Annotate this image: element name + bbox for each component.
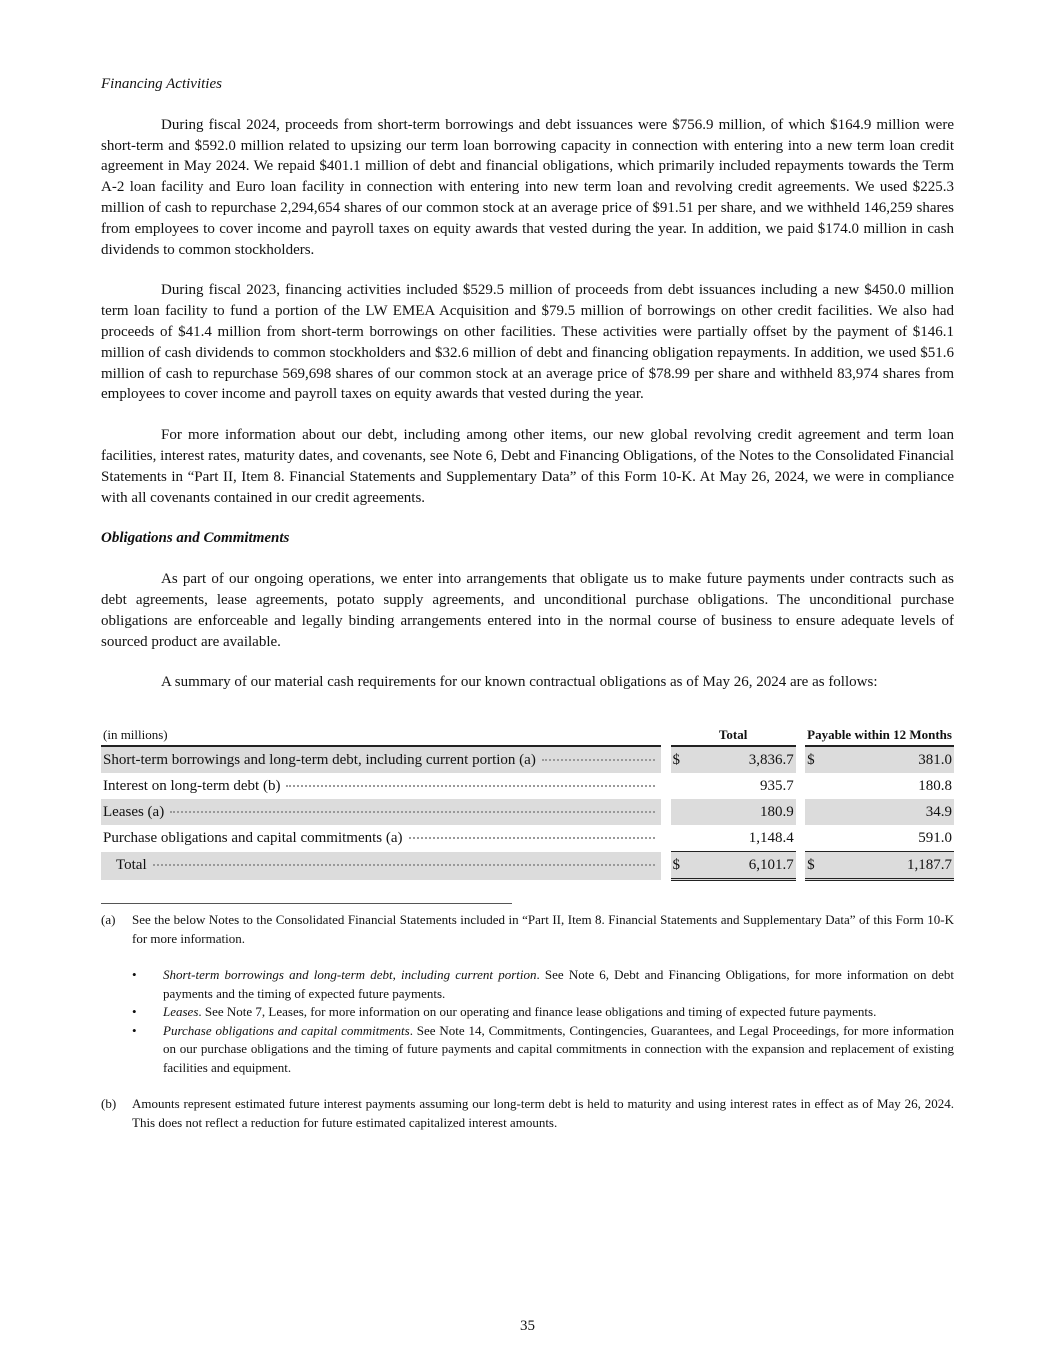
spacer: [661, 717, 670, 746]
table-total-row: [101, 852, 954, 880]
bullet-item: • Short-term borrowings and long-term debt, including current portion. See Note 6, Debt and Financing Obligations, for more information on debt payments and the timing of expected future payments.: [132, 967, 954, 1001]
dot-leader: [153, 864, 655, 866]
section-heading: Financing Activities: [101, 76, 222, 92]
bullet-term: Leases: [163, 1004, 199, 1020]
dot-leader: [170, 811, 655, 813]
row-label: Total: [116, 857, 147, 874]
currency: [805, 799, 825, 825]
unit-label: (in millions): [101, 717, 661, 746]
page-number: 35: [520, 1318, 535, 1334]
total-value: 180.9: [688, 799, 796, 825]
within12-value: 591.0: [918, 829, 952, 846]
row-label-cell: [101, 746, 661, 773]
document-body: [101, 74, 954, 1132]
within12-value: 34.9: [825, 799, 954, 825]
table-header: [101, 717, 954, 746]
footnote-text: See the below Notes to the Consolidated Financial Statements included in “Part II, Item 8. Financial Statements and Supplementary Data” of this Form 10-K for more information.: [132, 912, 954, 946]
row-label: Interest on long-term debt (b): [103, 777, 281, 794]
total-value: 1,148.4: [748, 829, 794, 846]
footnote-text: Amounts represent estimated future interest payments assuming our long-term debt is held to maturity and using interest rates in effect as of May 26, 2024. This does not reflect a reduction for future estimated capitalized interest amounts.: [132, 1096, 954, 1130]
row-label-cell: [101, 799, 661, 825]
currency: [805, 825, 825, 852]
paragraph: During fiscal 2023, financing activities included $529.5 million of proceeds from debt issuances including a new $450.0 million term loan facility to fund a portion of the LW EMEA Acquisition and $79.5 million of borrowings on other credit facilities. We also had proceeds of $41.4 million from short-term borrowings on other facilities. These activities were partially offset by the payment of $146.1 million of cash dividends to common stockholders and $32.6 million of debt and financing obligation repayments. In addition, we used $51.6 million of cash to repurchase 569,698 shares of our common stock at an average price of $78.99 per share and withheld 83,974 shares from employees to cover income and payroll taxes on equity awards that vested during the year.: [101, 282, 954, 403]
row-label-cell: [101, 773, 661, 799]
within12-value: 381.0: [825, 746, 954, 773]
bullet-term: Short-term borrowings and long-term debt, including current portion: [163, 967, 537, 983]
column-within-12-months: Payable within 12 Months: [805, 717, 954, 746]
currency: [671, 799, 688, 825]
dot-leader: [409, 837, 656, 839]
currency: $: [671, 852, 688, 880]
currency: $: [805, 746, 825, 773]
footnote-key: (b): [101, 1096, 117, 1112]
bullet-text: . See Note 7, Leases, for more information on our operating and finance lease obligations and timing of expected future payments.: [198, 1004, 877, 1020]
bullet-text: . See Note 6, Debt and Financing Obligations, for more information on debt payments and the timing of expected future payments.: [163, 967, 954, 1001]
currency: [671, 825, 688, 852]
currency: [805, 773, 825, 799]
footnote-key: (a): [101, 912, 116, 928]
dot-leader: [542, 759, 655, 761]
total-value: 6,101.7: [688, 852, 796, 880]
currency: $: [805, 852, 825, 880]
table-row: [101, 773, 954, 799]
footnote-divider: [101, 903, 512, 904]
within12-value: 1,187.7: [825, 852, 954, 880]
table-row: [101, 746, 954, 773]
paragraph: For more information about our debt, including among other items, our new global revolving credit agreement and term loan facilities, interest rates, maturity dates, and covenants, see Note 6, Debt and Financing Obligations, of the Notes to the Consolidated Financial Statements in “Part II, Item 8. Financial Statements and Supplementary Data” of this Form 10-K. At May 26, 2024, we were in compliance with all covenants contained in our credit agreements.: [101, 427, 954, 506]
obligations-table: [101, 717, 954, 881]
column-total: Total: [671, 717, 796, 746]
paragraph: During fiscal 2024, proceeds from short-term borrowings and debt issuances were $756.9 million, of which $164.9 million were short-term and $592.0 million related to upsizing our term loan borrowing capacity in connection with entering into a new term loan credit agreement in May 2024. We repaid $401.1 million of debt and financial obligations, which primarily included repayments towards the Term A-2 loan facility and Euro loan facility in connection with entering into new term loan and revolving credit agreements. We used $225.3 million of cash to repurchase 2,294,654 shares of our common stock at an average price of $91.51 per share, and we withheld 146,259 shares from employees to cover income and payroll taxes on equity awards that vested during the year. In addition, we paid $174.0 million in cash dividends to common stockholders.: [101, 116, 954, 258]
table-row: [101, 799, 954, 825]
row-label: Short-term borrowings and long-term debt, including current portion (a): [103, 751, 536, 768]
total-value: 3,836.7: [688, 746, 796, 773]
bullet-item: • Leases. See Note 7, Leases, for more information on our operating and finance lease obligations and timing of expected future payments.: [132, 1004, 877, 1020]
currency: $: [671, 746, 688, 773]
row-label: Purchase obligations and capital commitments (a): [103, 829, 403, 846]
section-heading: Obligations and Commitments: [101, 530, 290, 547]
row-label-cell: [101, 825, 661, 852]
bullet-item: • Purchase obligations and capital commitments. See Note 14, Commitments, Contingencies, Guarantees, and Legal Proceedings, for more information on our purchase obligations and the timing of future payments and capital commitments in connection with the expansion and replacement of existing facilities and equipment.: [132, 1022, 955, 1075]
paragraph: A summary of our material cash requirements for our known contractual obligations as of May 26, 2024 are as follows:: [161, 674, 878, 691]
row-label: Leases (a): [103, 803, 165, 820]
bullet-term: Purchase obligations and capital commitments: [163, 1022, 410, 1038]
total-value: 935.7: [759, 777, 794, 794]
bullet-text: . See Note 14, Commitments, Contingencies, Guarantees, and Legal Proceedings, for more information on our purchase obligations and the timing of future payments and capital commitments in connection with the expansion and replacement of existing facilities and equipment.: [163, 1022, 955, 1075]
footnotes: [101, 911, 954, 1132]
within12-value: 180.8: [918, 777, 952, 794]
dot-leader: [286, 785, 655, 787]
paragraph: As part of our ongoing operations, we enter into arrangements that obligate us to make future payments under contracts such as debt agreements, lease agreements, potato supply agreements, and unconditional purchase obligations. The unconditional purchase obligations are enforceable and legally binding arrangements entered into in the normal course of business to ensure adequate levels of sourced product are available.: [101, 571, 954, 650]
spacer: [796, 717, 805, 746]
row-label-cell: [101, 852, 661, 880]
currency: [671, 773, 688, 799]
table-row: [101, 825, 954, 852]
